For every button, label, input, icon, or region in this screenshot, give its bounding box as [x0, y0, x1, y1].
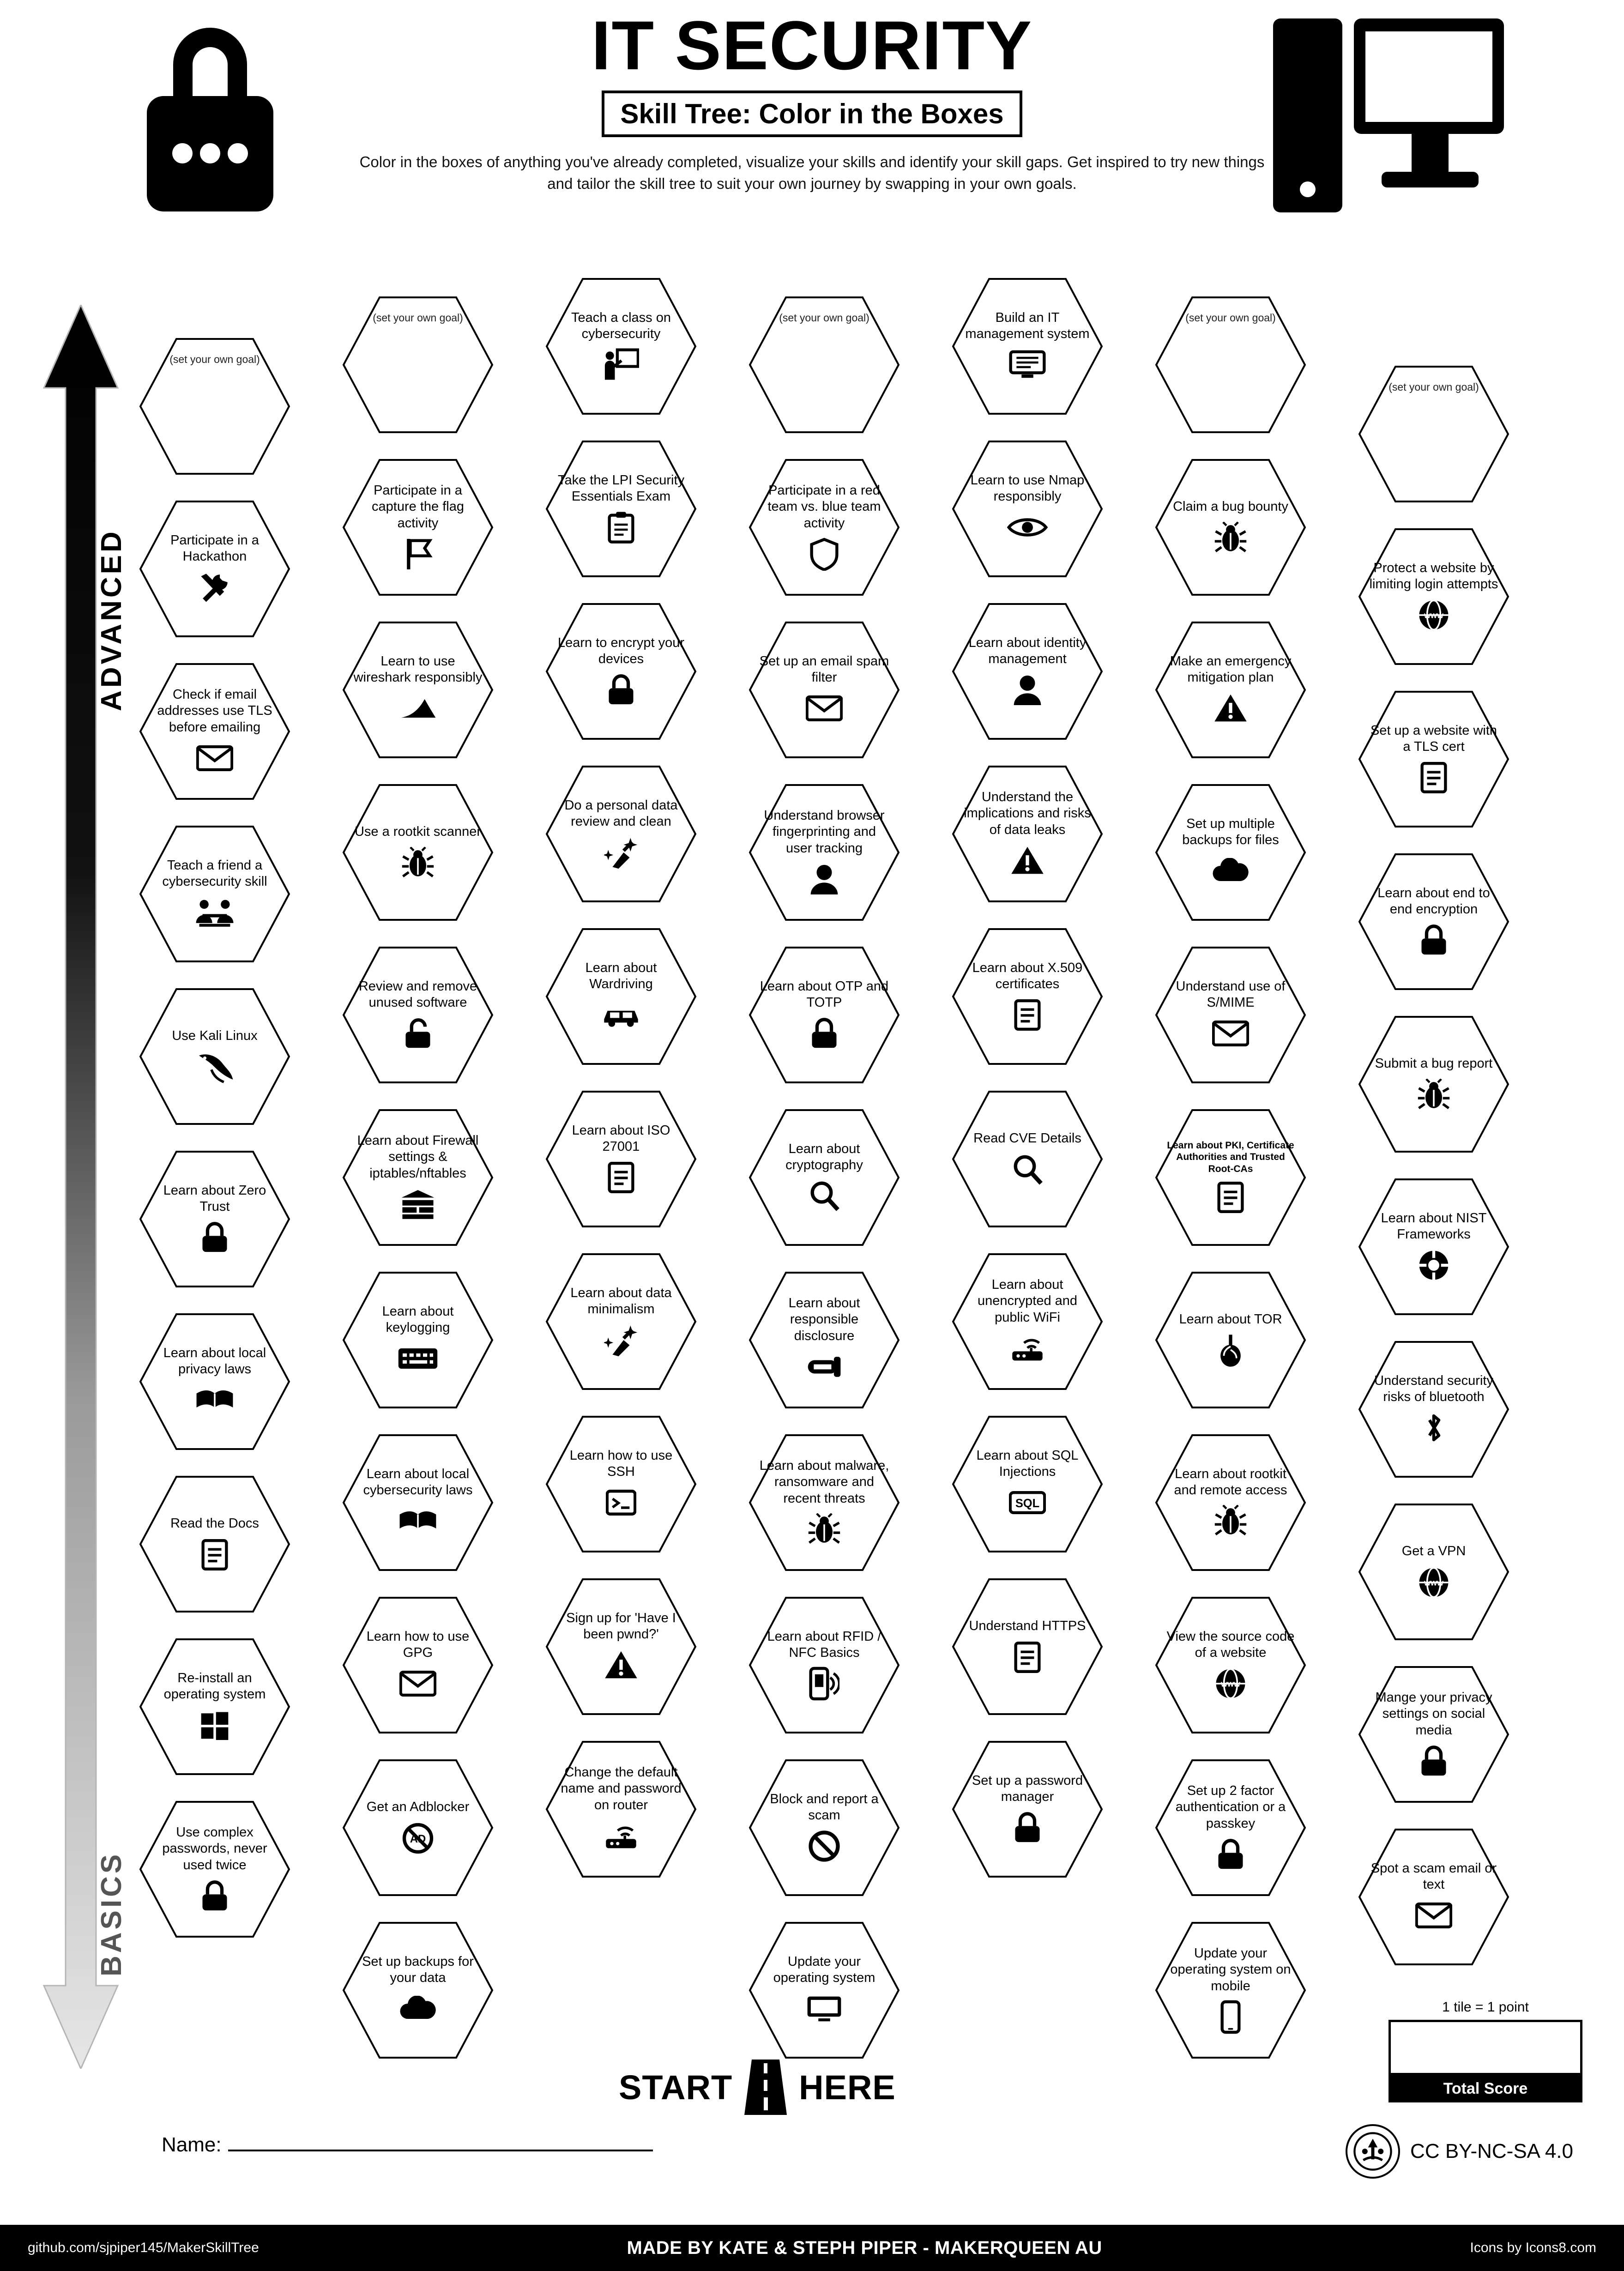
- skill-tile-label: Learn about RFID / NFC Basics: [767, 1629, 881, 1660]
- skill-tile[interactable]: [139, 1312, 291, 1451]
- warning-icon: [1213, 690, 1248, 726]
- skill-tile-label: Learn about TOR: [1179, 1312, 1282, 1327]
- sql-icon: [1009, 1485, 1046, 1521]
- skill-tile[interactable]: [342, 1596, 494, 1734]
- book-icon: [398, 1503, 438, 1539]
- start-word: START: [619, 2068, 733, 2107]
- magnifier-icon: [1011, 1152, 1044, 1188]
- www-icon: [1214, 1666, 1247, 1702]
- www-icon: [1417, 597, 1450, 633]
- bug-icon: [1214, 1503, 1247, 1539]
- skill-tile-label: Claim a bug bounty: [1173, 499, 1288, 514]
- skill-tile[interactable]: [951, 1740, 1104, 1878]
- lock-icon: [200, 1878, 229, 1914]
- lock-icon: [1216, 1836, 1245, 1872]
- skill-tile[interactable]: [748, 621, 900, 759]
- skill-tile-label: Learn about Wardriving: [585, 960, 657, 991]
- skill-tile-label: Take the LPI Security Essentials Exam: [557, 472, 685, 504]
- skill-tile-label: Learn about Zero Trust: [163, 1183, 266, 1214]
- skill-tile[interactable]: [951, 440, 1104, 578]
- skill-tile-label: Update your operating system: [773, 1954, 875, 1985]
- score-note: 1 tile = 1 point: [1442, 1999, 1529, 2015]
- skill-tile-label: Teach a friend a cybersecurity skill: [162, 858, 267, 889]
- no-ads-icon: [402, 1820, 434, 1856]
- skill-tile-label: Block and report a scam: [770, 1791, 879, 1823]
- skill-tile-label: Get an Adblocker: [366, 1800, 470, 1815]
- envelope-icon: [806, 690, 843, 726]
- svg-text:www: www: [1220, 1679, 1241, 1689]
- skill-tile-label: Learn about NIST Frameworks: [1381, 1210, 1487, 1242]
- skill-tile[interactable]: [1358, 1665, 1510, 1804]
- footer-icons-credit[interactable]: Icons by Icons8.com: [1470, 2240, 1596, 2255]
- skill-tile-label: Make an emergency mitigation plan: [1170, 653, 1292, 685]
- skill-tile[interactable]: [342, 296, 494, 434]
- phone-icon: [1220, 1999, 1241, 2035]
- score-input-box[interactable]: [1389, 2020, 1582, 2075]
- skill-tile-label: Learn to use wireshark responsibly: [353, 653, 483, 685]
- skill-tile-label: Set up a website with a TLS cert: [1370, 723, 1497, 754]
- envelope-icon: [196, 740, 233, 776]
- skill-tile[interactable]: [139, 337, 291, 476]
- skill-tile-label: Read CVE Details: [973, 1131, 1081, 1146]
- skill-tile-label: Understand use of S/MIME: [1176, 978, 1286, 1010]
- skill-tile[interactable]: [951, 1415, 1104, 1553]
- shark-fin-icon: [398, 690, 437, 726]
- skill-tile[interactable]: [951, 927, 1104, 1066]
- page-blurb: Color in the boxes of anything you've already completed, visualize your skills and identify your skill gaps. Get inspired to try new things and tailor the skill tree to suit your own journey by swapping in your own goals.: [359, 153, 1265, 193]
- skill-tile-label: Learn about rootkit and remote access: [1174, 1466, 1287, 1498]
- skill-tile-label: Learn about SQL Injections: [976, 1448, 1079, 1479]
- skill-tile-label: View the source code of a website: [1166, 1629, 1295, 1660]
- bluetooth-icon: [1422, 1410, 1446, 1446]
- padlock-open-icon: [403, 1015, 433, 1051]
- www-icon: [1417, 1564, 1450, 1601]
- monitor-icon: [806, 1991, 843, 2027]
- skill-tile[interactable]: [139, 1637, 291, 1776]
- car-icon: [601, 997, 641, 1033]
- skill-tile[interactable]: [748, 783, 900, 922]
- document-icon: [608, 1160, 634, 1196]
- block-icon: [808, 1828, 840, 1864]
- creative-commons-icon: [1346, 2124, 1400, 2179]
- broom-icon: [604, 1322, 638, 1358]
- svg-text:SQL: SQL: [1015, 1497, 1040, 1510]
- svg-text:www: www: [1424, 610, 1444, 620]
- svg-text:www: www: [1424, 1577, 1444, 1587]
- skill-tile[interactable]: [1154, 296, 1307, 434]
- page-footer: [0, 2225, 1624, 2271]
- skill-tile-label: Learn how to use GPG: [366, 1629, 470, 1660]
- skill-tile[interactable]: [748, 458, 900, 597]
- skill-tile[interactable]: [748, 1433, 900, 1572]
- axis-label-basics: BASICS: [96, 1851, 127, 1976]
- skill-tile[interactable]: [545, 1090, 697, 1228]
- skill-tile[interactable]: [139, 1150, 291, 1288]
- skill-tile-label: (set your own goal): [1185, 312, 1276, 324]
- skill-tile[interactable]: [1358, 852, 1510, 991]
- skill-tile[interactable]: [1358, 365, 1510, 503]
- skill-tile-label: Re-install an operating system: [163, 1670, 266, 1702]
- skill-tile-label: Learn about malware, ransomware and recent threats: [759, 1458, 889, 1506]
- skill-tile-label: Set up 2 factor authentication or a passkey: [1175, 1783, 1286, 1831]
- axis-label-advanced: ADVANCED: [96, 529, 127, 711]
- clipboard-icon: [608, 509, 634, 545]
- skill-tile[interactable]: [545, 765, 697, 903]
- skill-tile-label: Set up backups for your data: [362, 1954, 474, 1985]
- magnifier-icon: [808, 1178, 840, 1214]
- eye-icon: [1007, 509, 1048, 545]
- skill-tile[interactable]: [545, 1577, 697, 1716]
- skill-tile-label: (set your own goal): [779, 312, 869, 324]
- nfc-phone-icon: [809, 1666, 839, 1702]
- windows-icon: [199, 1707, 230, 1743]
- lock-icon: [606, 672, 636, 708]
- skill-tile-label: Set up multiple backups for files: [1182, 816, 1279, 847]
- skill-tile-label: (set your own goal): [1389, 381, 1479, 393]
- svg-text:AD: AD: [410, 1832, 426, 1845]
- teach-group-icon: [194, 894, 235, 930]
- user-icon: [809, 861, 839, 897]
- skill-tile-label: Spot a scam email or text: [1370, 1860, 1497, 1892]
- start-here-marker: [619, 2060, 896, 2115]
- footer-github-link[interactable]: github.com/sjpiper145/MakerSkillTree: [28, 2240, 259, 2255]
- lock-icon: [809, 1015, 839, 1051]
- skill-tile[interactable]: [545, 277, 697, 416]
- skill-tile[interactable]: [545, 440, 697, 578]
- envelope-icon: [1415, 1897, 1452, 1933]
- skill-tile-label: Use a rootkit scanner: [354, 824, 481, 840]
- skill-tile[interactable]: [1154, 1921, 1307, 2060]
- skill-tile[interactable]: [139, 1800, 291, 1939]
- skill-tile-label: Learn about responsible disclosure: [788, 1295, 860, 1343]
- skill-tile[interactable]: [951, 1252, 1104, 1391]
- skill-tile[interactable]: [748, 296, 900, 434]
- skill-tile[interactable]: [342, 458, 494, 597]
- skill-tile-label: Use Kali Linux: [172, 1028, 258, 1044]
- skill-tile[interactable]: [139, 987, 291, 1126]
- skill-tile[interactable]: [139, 662, 291, 801]
- road-icon: [744, 2060, 787, 2115]
- skill-tile[interactable]: [1358, 690, 1510, 828]
- skill-tile[interactable]: [748, 946, 900, 1084]
- skill-tile[interactable]: [1358, 1503, 1510, 1641]
- document-icon: [1014, 997, 1041, 1033]
- skill-tile-label: Set up an email spam filter: [759, 653, 889, 685]
- cloud-icon: [398, 1991, 438, 2027]
- license-text: CC BY-NC-SA 4.0: [1410, 2140, 1573, 2162]
- skill-tile[interactable]: [545, 1740, 697, 1878]
- dragon-icon: [195, 1049, 235, 1085]
- skill-tile[interactable]: [1358, 1178, 1510, 1316]
- skill-tile-label: Participate in a red team vs. blue team activity: [767, 483, 881, 531]
- skill-tile-label: Submit a bug report: [1375, 1056, 1493, 1071]
- skill-tile-label: Learn about X.509 certificates: [972, 960, 1083, 991]
- skill-tile[interactable]: [342, 621, 494, 759]
- bug-icon: [401, 845, 435, 881]
- license-block: [1346, 2124, 1573, 2179]
- skill-tile-label: Learn about PKI, Certificate Authorities and Trusted Root-CAs: [1167, 1140, 1294, 1174]
- skill-tile-label: Understand browser fingerprinting and user tracking: [764, 808, 885, 856]
- skill-tile-label: Get a VPN: [1401, 1544, 1466, 1559]
- warning-icon: [1010, 843, 1044, 879]
- skill-tile-label: Read the Docs: [170, 1516, 259, 1531]
- bug-icon: [1214, 520, 1247, 556]
- skill-tile[interactable]: [342, 1921, 494, 2060]
- skill-tile-label: Check if email addresses use TLS before emailing: [157, 687, 272, 735]
- skill-tile[interactable]: [1154, 1433, 1307, 1572]
- footer-credit: MADE BY KATE & STEPH PIPER - MAKERQUEEN AU: [627, 2237, 1102, 2258]
- page-title: IT SECURITY: [591, 6, 1033, 84]
- skill-tile-label: Learn about keylogging: [382, 1304, 454, 1335]
- skill-tile[interactable]: [139, 1475, 291, 1613]
- skill-tile-label: Set up a password manager: [972, 1773, 1083, 1804]
- name-label: Name:: [162, 2133, 222, 2156]
- skill-tile[interactable]: [342, 783, 494, 922]
- skill-tile-label: Update your operating system on mobile: [1170, 1945, 1291, 1993]
- skill-tile-label: Learn about local cybersecurity laws: [363, 1466, 473, 1498]
- skill-tile-label: Mange your privacy settings on social media: [1375, 1690, 1492, 1738]
- tor-icon: [1216, 1333, 1245, 1369]
- skill-tile[interactable]: [748, 1596, 900, 1734]
- skill-tile[interactable]: [1358, 1340, 1510, 1479]
- skill-tile-label: Participate in a Hackathon: [170, 532, 259, 564]
- computer-icon: [1268, 9, 1509, 231]
- skill-tile-label: Do a personal data review and clean: [564, 797, 678, 829]
- skill-tile[interactable]: [139, 500, 291, 638]
- wheel-icon: [1417, 1247, 1450, 1283]
- page-header: [0, 0, 1624, 277]
- difficulty-axis: [37, 305, 125, 2069]
- skill-tile[interactable]: [1154, 946, 1307, 1084]
- skill-tile[interactable]: [1154, 1271, 1307, 1409]
- skill-tile-label: Learn about Firewall settings & iptables/nftables: [357, 1133, 479, 1181]
- skill-tile-label: Learn to encrypt your devices: [557, 635, 685, 666]
- skill-tile-label: Use complex passwords, never used twice: [162, 1824, 267, 1872]
- skill-tile-label: (set your own goal): [373, 312, 463, 324]
- skill-tile[interactable]: [951, 765, 1104, 903]
- skill-tile-label: Learn about identity management: [968, 635, 1087, 666]
- skill-tile[interactable]: [951, 277, 1104, 416]
- keyboard-icon: [398, 1341, 438, 1377]
- lock-icon: [1419, 1743, 1449, 1779]
- skill-tile-label: Understand the implications and risks of data leaks: [964, 789, 1091, 837]
- skill-tile[interactable]: [545, 602, 697, 741]
- skill-tile[interactable]: [342, 1108, 494, 1247]
- skill-tile-label: Learn about ISO 27001: [572, 1123, 670, 1154]
- lock-icon: [1013, 1810, 1042, 1846]
- skill-tile[interactable]: [342, 946, 494, 1084]
- skill-tile[interactable]: [1358, 527, 1510, 666]
- flag-icon: [403, 536, 433, 572]
- skill-tile[interactable]: [748, 1108, 900, 1247]
- document-icon: [1014, 1639, 1041, 1675]
- skill-tile-label: Build an IT management system: [965, 310, 1090, 341]
- presenter-icon: [603, 347, 639, 383]
- skill-tile[interactable]: [342, 1433, 494, 1572]
- tools-icon: [198, 569, 232, 605]
- here-word: HERE: [799, 2068, 896, 2107]
- skill-tile[interactable]: [545, 1252, 697, 1391]
- skill-tile-label: Sign up for 'Have I been pwnd?': [566, 1610, 676, 1642]
- envelope-icon: [399, 1666, 436, 1702]
- shield-icon: [810, 536, 839, 572]
- total-score-label: Total Score: [1389, 2075, 1582, 2102]
- skill-tile-label: Protect a website by limiting login attempts: [1369, 560, 1498, 592]
- skill-tile-label: Understand HTTPS: [969, 1619, 1086, 1634]
- page-subtitle: Skill Tree: Color in the Boxes: [602, 91, 1022, 137]
- router-icon: [1008, 1330, 1047, 1366]
- skill-tile-label: Understand security risks of bluetooth: [1374, 1373, 1493, 1404]
- bug-icon: [808, 1511, 841, 1547]
- skill-tile-label: Learn about OTP and TOTP: [760, 978, 889, 1010]
- padlock-icon: [139, 9, 282, 231]
- skill-tile-label: Learn to use Nmap responsibly: [970, 472, 1085, 504]
- skill-tile[interactable]: [139, 825, 291, 963]
- skill-tile[interactable]: [545, 1415, 697, 1553]
- skill-tile[interactable]: [1154, 783, 1307, 922]
- firewall-icon: [400, 1186, 436, 1222]
- score-panel: [1389, 1999, 1582, 2102]
- skill-tile-label: Review and remove unused software: [358, 978, 477, 1010]
- skill-tile[interactable]: [1154, 458, 1307, 597]
- skill-tile[interactable]: [748, 1758, 900, 1897]
- envelope-icon: [1212, 1015, 1249, 1051]
- book-icon: [195, 1382, 235, 1418]
- skill-tile[interactable]: [1154, 621, 1307, 759]
- skill-tile-label: Learn about cryptography: [785, 1141, 863, 1172]
- document-icon: [201, 1537, 228, 1573]
- skill-tile-label: (set your own goal): [169, 353, 260, 365]
- document-icon: [1420, 760, 1447, 796]
- skill-tile[interactable]: [1358, 1828, 1510, 1966]
- megaphone-icon: [806, 1349, 842, 1385]
- skill-tile-label: Teach a class on cybersecurity: [571, 310, 671, 341]
- skill-tile-label: Change the default name and password on router: [561, 1764, 682, 1812]
- skill-tile-label: Participate in a capture the flag activity: [372, 483, 464, 531]
- user-icon: [1012, 672, 1043, 708]
- skill-tile-label: Learn how to use SSH: [569, 1448, 673, 1479]
- skill-tile[interactable]: [951, 602, 1104, 741]
- skill-tile-label: Learn about end to end encryption: [1377, 885, 1490, 917]
- skill-tile[interactable]: [951, 1577, 1104, 1716]
- router-icon: [602, 1818, 640, 1854]
- skill-tile[interactable]: [748, 1271, 900, 1409]
- name-field[interactable]: [162, 2133, 653, 2156]
- skill-tile-label: Learn about unencrypted and public WiFi: [977, 1277, 1078, 1325]
- lock-icon: [200, 1220, 229, 1256]
- skill-tile[interactable]: [748, 1921, 900, 2060]
- skill-tile[interactable]: [1154, 1596, 1307, 1734]
- skill-tile[interactable]: [342, 1758, 494, 1897]
- skill-tile[interactable]: [951, 1090, 1104, 1228]
- monitor-doc-icon: [1009, 347, 1046, 383]
- name-write-line[interactable]: [228, 2150, 653, 2151]
- skill-tile[interactable]: [545, 927, 697, 1066]
- lock-icon: [1419, 922, 1449, 958]
- skill-tile-label: Learn about local privacy laws: [163, 1345, 266, 1377]
- skill-tree-grid: [139, 277, 1607, 2078]
- document-icon: [1217, 1179, 1244, 1215]
- skill-tile[interactable]: [1154, 1108, 1307, 1247]
- terminal-icon: [606, 1485, 636, 1521]
- skill-tile[interactable]: [342, 1271, 494, 1409]
- broom-icon: [604, 834, 638, 870]
- cloud-icon: [1210, 853, 1251, 889]
- bug-icon: [1417, 1077, 1450, 1113]
- skill-tile[interactable]: [1358, 1015, 1510, 1154]
- skill-tile[interactable]: [1154, 1758, 1307, 1897]
- warning-icon: [604, 1647, 638, 1683]
- skill-tile-label: Learn about data minimalism: [570, 1285, 672, 1317]
